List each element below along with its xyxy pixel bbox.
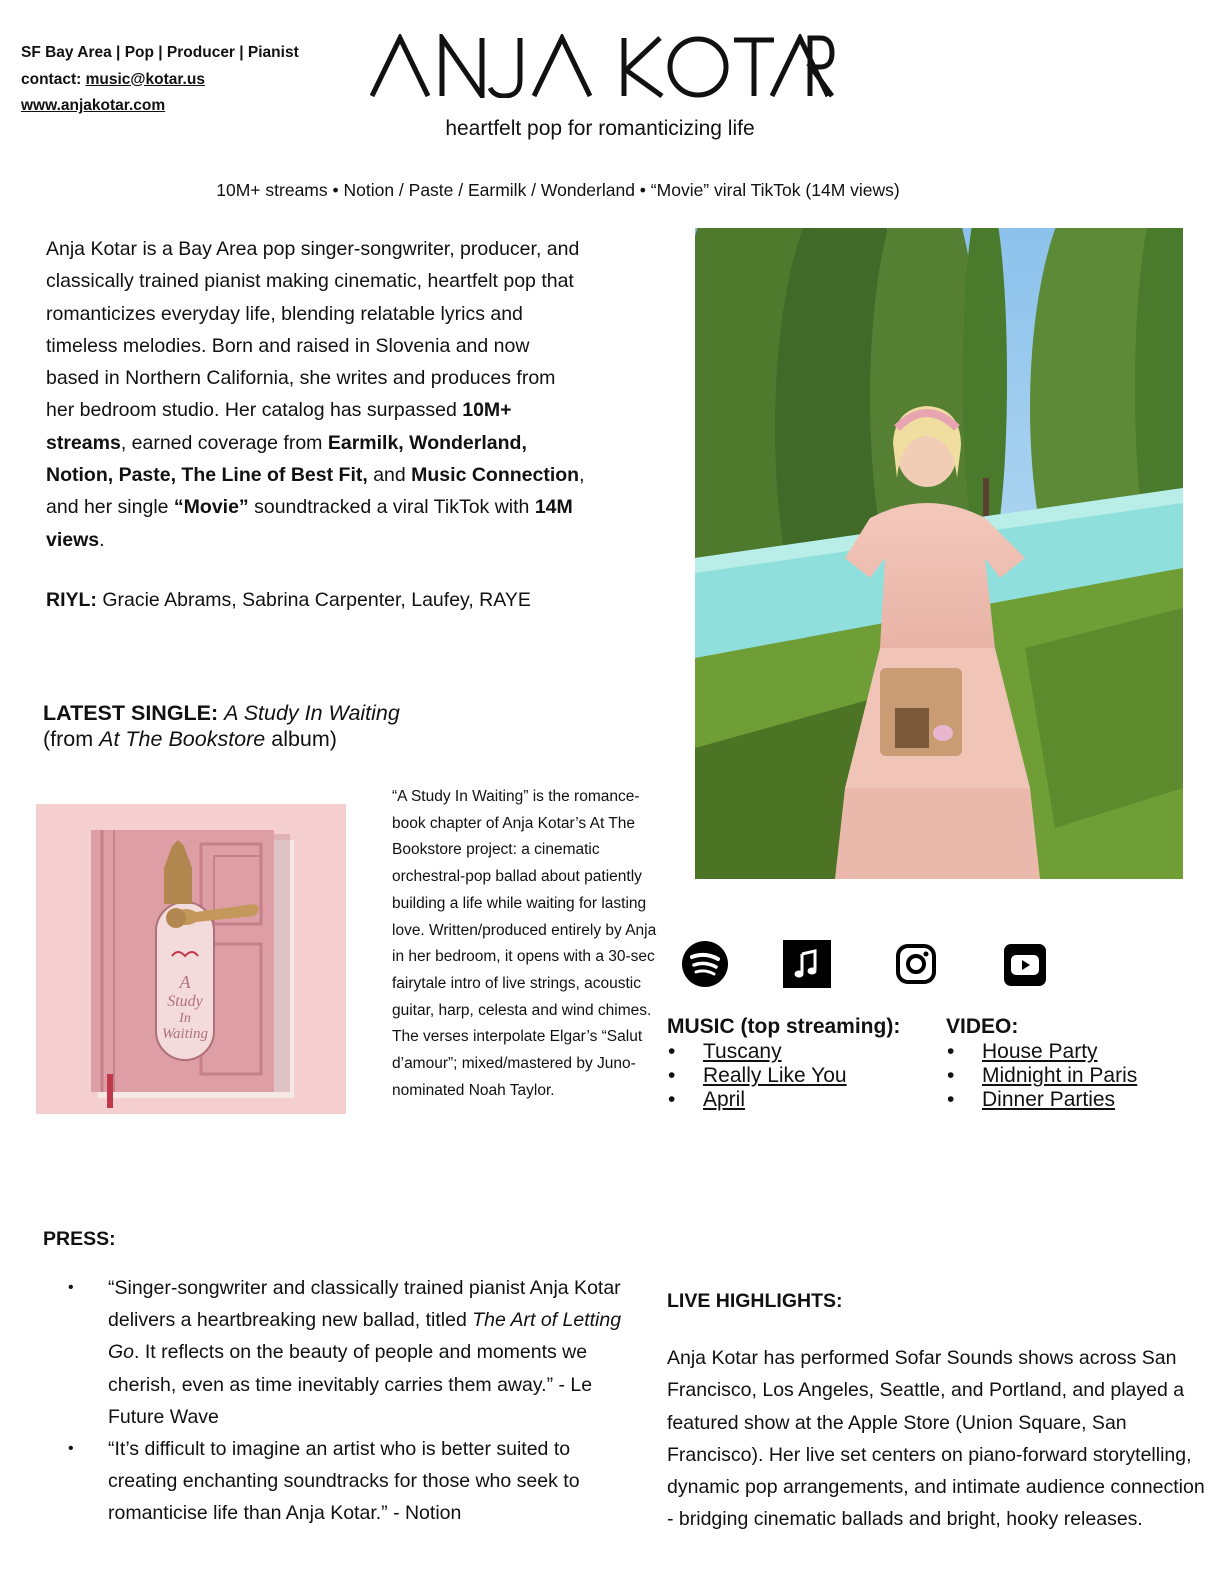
bullet: • bbox=[68, 1279, 74, 1296]
bullet: • bbox=[947, 1088, 955, 1111]
bullet: • bbox=[947, 1040, 955, 1063]
tagline: heartfelt pop for romanticizing life bbox=[445, 117, 755, 140]
video-links-section bbox=[946, 1013, 1137, 1112]
bio-highlight-views: 14M views bbox=[46, 496, 573, 551]
bio-text: soundtracked a viral TikTok with bbox=[248, 496, 535, 519]
press-quote-item bbox=[68, 1272, 628, 1433]
artist-info-line: SF Bay Area | Pop | Producer | Pianist bbox=[21, 44, 299, 61]
artist-photo bbox=[695, 228, 1183, 879]
list-item bbox=[667, 1088, 900, 1112]
video-list bbox=[946, 1040, 1137, 1112]
riyl-artists: Gracie Abrams, Sabrina Carpenter, Laufey, RAYE bbox=[96, 589, 531, 611]
artist-logo-wordmark bbox=[370, 34, 840, 98]
apple-music-icon[interactable] bbox=[783, 940, 831, 988]
stats-line: 10M+ streams • Notion / Paste / Earmilk / Wonderland • “Movie” viral TikTok (14M views) bbox=[216, 180, 900, 200]
quote-text: “Singer-songwriter and classically trained pianist Anja Kotar delivers a heartbreaking new ballad, titled bbox=[108, 1277, 621, 1332]
press-quote-le-future-wave bbox=[108, 1272, 628, 1433]
artist-logo bbox=[300, 34, 910, 110]
quote-text: . It reflects on the beauty of people and moments we cherish, even as time inevitably carries them away.” - Le Future Wave bbox=[108, 1341, 593, 1428]
list-item bbox=[946, 1064, 1137, 1088]
video-link-house-party[interactable]: House Party bbox=[982, 1040, 1098, 1063]
list-item bbox=[667, 1040, 900, 1064]
latest-single-heading bbox=[43, 700, 400, 752]
press-quote-notion: “It’s difficult to imagine an artist who is better suited to creating enchanting soundtracks for those who seek to romanticise life than Anja Kotar.” - Notion bbox=[108, 1438, 580, 1525]
contact-block bbox=[21, 40, 299, 120]
single-cover-art bbox=[36, 804, 346, 1114]
album-prefix: (from bbox=[43, 727, 100, 751]
instagram-icon[interactable] bbox=[892, 940, 940, 988]
press-quotes bbox=[68, 1272, 628, 1530]
bio-highlight-music-connection: Music Connection bbox=[411, 464, 580, 487]
album-suffix: album) bbox=[265, 727, 337, 751]
bullet: • bbox=[68, 1440, 74, 1458]
bio-text: , earned coverage from bbox=[120, 431, 328, 454]
contact-line bbox=[21, 67, 299, 94]
bullet: • bbox=[668, 1040, 676, 1063]
bullet: • bbox=[668, 1064, 676, 1087]
music-heading: MUSIC (top streaming): bbox=[667, 1015, 901, 1038]
latest-single-title: A Study In Waiting bbox=[224, 701, 400, 725]
quote-song-title: The Art of Letting Go bbox=[108, 1309, 622, 1364]
contact-email-link[interactable]: music@kotar.us bbox=[85, 70, 205, 88]
press-heading: PRESS: bbox=[43, 1228, 116, 1250]
video-heading: VIDEO: bbox=[946, 1015, 1019, 1038]
press-quote-item bbox=[68, 1433, 628, 1530]
bio-highlight-single: “Movie” bbox=[173, 496, 249, 519]
list-item bbox=[946, 1088, 1137, 1112]
bullet: • bbox=[947, 1064, 955, 1087]
bio-text: and bbox=[367, 464, 412, 487]
music-link-april[interactable]: April bbox=[703, 1088, 746, 1111]
music-list bbox=[667, 1040, 900, 1112]
bullet: • bbox=[668, 1088, 676, 1111]
live-highlights-heading: LIVE HIGHLIGHTS: bbox=[667, 1290, 843, 1312]
bio-highlight-streams: 10M+ streams bbox=[46, 399, 512, 454]
live-highlights-text: Anja Kotar has performed Sofar Sounds shows across San Francisco, Los Angeles, Seattle, and Portland, and played a featured show at the Apple Store (Union Square, San Francisco). Her live set centers on piano-forward storytelling, dynamic pop arrangements, and intimate audience connection - bridging cinematic ballads and bright, hooky releases. bbox=[667, 1347, 1205, 1531]
video-link-midnight-in-paris[interactable]: Midnight in Paris bbox=[982, 1064, 1138, 1087]
book-cover-illustration bbox=[36, 804, 346, 1114]
youtube-icon[interactable] bbox=[1001, 940, 1049, 988]
contact-label: contact: bbox=[21, 70, 86, 88]
riyl-line bbox=[46, 589, 531, 612]
artist-photo-illustration bbox=[695, 228, 1183, 879]
cover-title: In bbox=[179, 1011, 191, 1026]
spotify-icon[interactable] bbox=[681, 940, 729, 988]
list-item bbox=[667, 1064, 900, 1088]
website-link[interactable]: www.anjakotar.com bbox=[21, 97, 166, 114]
bio-highlight-press: Earmilk, Wonderland, Notion, Paste, The Line of Best Fit, bbox=[46, 431, 527, 487]
video-link-dinner-parties[interactable]: Dinner Parties bbox=[982, 1088, 1116, 1111]
latest-single-label: LATEST SINGLE: bbox=[43, 701, 219, 725]
bio-paragraph bbox=[46, 233, 586, 556]
riyl-label: RIYL: bbox=[46, 589, 97, 611]
music-links-section bbox=[667, 1013, 900, 1112]
music-link-tuscany[interactable]: Tuscany bbox=[703, 1040, 782, 1063]
list-item bbox=[946, 1040, 1137, 1064]
bio-text: , and her single bbox=[46, 464, 585, 519]
cover-title: Waiting bbox=[161, 1026, 209, 1042]
album-title: At The Bookstore bbox=[99, 727, 266, 751]
cover-title: A bbox=[179, 972, 191, 992]
cover-title: Study bbox=[167, 993, 203, 1010]
music-link-really-like-you[interactable]: Really Like You bbox=[703, 1064, 847, 1087]
single-description: “A Study In Waiting” is the romance-book chapter of Anja Kotar’s At The Bookstore project: a cinematic orchestral-pop ballad about patiently building a life while waiting for lasting love. Written/produced entirely by Anja in her bedroom, it opens with a 30-sec fairytale intro of live strings, acoustic guitar, harp, celesta and wind chimes. The verses interpolate Elgar’s “Salut d’amour”; mixed/mastered by Juno-nominated Noah Taylor. bbox=[392, 788, 657, 1099]
bio-text: . bbox=[99, 528, 105, 551]
bio-text: Anja Kotar is a Bay Area pop singer-songwriter, producer, and classically trained pianist making cinematic, heartfelt pop that romanticizes everyday life, blending relatable lyrics and timeless melodies. Born and raised in Slovenia and now based in Northern California, she writes and produces from her bedroom studio. Her catalog has surpassed bbox=[46, 238, 580, 422]
